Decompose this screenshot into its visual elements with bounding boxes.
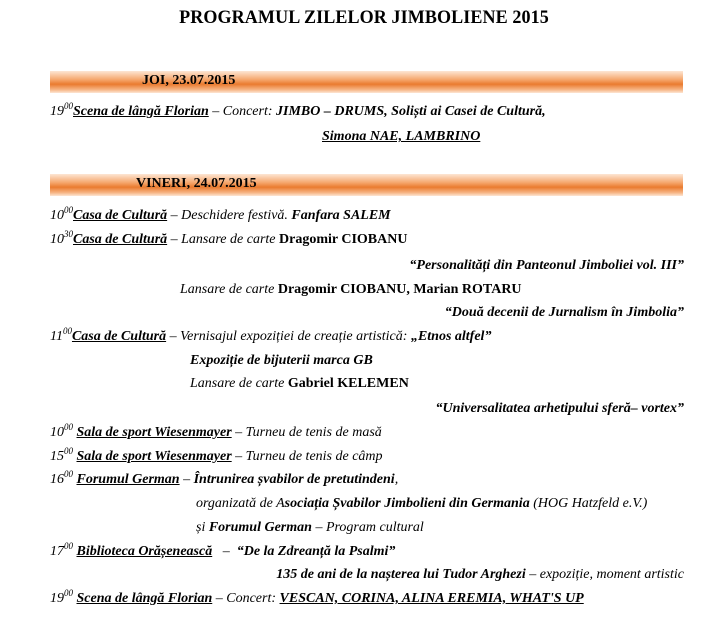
event-text: Vernisajul expoziției de creație artistică: <box>180 329 411 344</box>
event-text: Lansare de carte <box>180 282 278 297</box>
day-label: VINERI, 24.07.2015 <box>136 176 257 191</box>
event-minute: 00 <box>64 446 73 456</box>
event-1600-forum <box>196 520 424 536</box>
event-subtitle: 135 de ani de la nașterea lui Tudor Arghezi <box>276 567 526 582</box>
event-text: Lansare de carte <box>181 232 279 247</box>
organizer-name: Forumul German <box>208 520 312 535</box>
day-label: JOI, 23.07.2015 <box>142 73 236 88</box>
event-performers: JIMBO – DRUMS, Soliști ai Casei de Cultură, <box>276 104 546 119</box>
day-header-vineri <box>50 174 683 196</box>
page-title: PROGRAMUL ZILELOR JIMBOLIENE 2015 <box>179 7 549 28</box>
event-hour: 10 <box>50 232 64 247</box>
book-title-1 <box>409 258 684 274</box>
event-place: Casa de Cultură <box>71 329 167 344</box>
event-separator: – <box>231 425 246 440</box>
event-minute: 00 <box>64 205 73 215</box>
exhibition-title: „Etnos altfel” <box>410 329 492 344</box>
event-hour: 15 <box>50 449 64 464</box>
event-authors: Dragomir CIOBANU, Marian ROTARU <box>277 282 522 297</box>
event-text: Concert: <box>226 591 280 606</box>
event-vineri-1700 <box>50 541 396 560</box>
event-minute: 00 <box>64 422 73 432</box>
event-author: Dragomir CIOBANU <box>279 232 408 247</box>
event-vineri-1900 <box>50 588 584 607</box>
event-text: Turneu de tenis de masă <box>245 425 382 440</box>
event-title: Întrunirea șvabilor de pretutindeni <box>193 472 395 487</box>
event-hour: 16 <box>50 472 64 487</box>
book-title: “Universalitatea arhetipului sferă– vortex” <box>435 401 684 416</box>
event-minute: 00 <box>64 588 73 598</box>
event-text: – Program cultural <box>311 520 424 535</box>
event-text: Deschidere festivă. <box>181 208 292 223</box>
event-text: – expoziție, moment artistic <box>525 567 684 582</box>
event-separator: – <box>166 329 181 344</box>
event-text: organizată de A <box>196 496 285 511</box>
event-1700-subtitle <box>276 567 684 583</box>
event-hour: 17 <box>50 544 64 559</box>
book-launch-2 <box>180 282 522 298</box>
event-vineri-1030 <box>50 229 408 248</box>
event-place: Sala de sport Wiesenmayer <box>76 449 232 464</box>
event-hour: 19 <box>50 591 64 606</box>
event-hour: 11 <box>50 329 63 344</box>
event-minute: 30 <box>64 229 73 239</box>
event-separator: – <box>208 104 223 119</box>
event-place: Casa de Cultură <box>73 208 168 223</box>
event-performers-cont: Simona NAE, LAMBRINO <box>322 129 481 144</box>
exhibition-name: Expoziție de bijuterii marca GB <box>190 353 373 368</box>
event-separator: – <box>212 591 227 606</box>
event-separator: – <box>179 472 194 487</box>
event-vineri-sport-1500 <box>50 446 383 465</box>
event-text: (HOG Hatzfeld e.V.) <box>529 496 648 511</box>
day-header-joi <box>50 71 683 93</box>
event-separator: – <box>231 449 246 464</box>
event-title: “De la Zdreanță la Psalmi” <box>236 544 396 559</box>
event-vineri-1600: $16^{00}$ Forumul German – Întrunirea șvabilor de pretutindeni, <box>50 469 399 487</box>
jewelry-exhibition <box>190 353 373 369</box>
event-place: Biblioteca Orășenească <box>76 544 213 559</box>
event-vineri-sport-1000 <box>50 422 382 441</box>
book-title: “Personalități din Panteonul Jimboliei vol. III” <box>409 258 684 273</box>
event-place: Casa de Cultură <box>73 232 168 247</box>
event-1600-organizer <box>196 496 647 512</box>
event-performers: VESCAN, CORINA, ALINA EREMIA, WHAT'S UP <box>279 591 584 606</box>
event-separator: – <box>167 208 182 223</box>
event-separator: – <box>212 544 234 559</box>
event-joi-19-cont <box>322 129 480 145</box>
book-title-3 <box>436 401 685 417</box>
event-text: și <box>196 520 209 535</box>
event-text: Turneu de tenis de câmp <box>245 449 383 464</box>
event-vineri-1000 <box>50 205 391 224</box>
book-title: “Două decenii de Jurnalism în Jimbolia” <box>444 305 684 320</box>
event-text: Lansare de carte <box>190 376 288 391</box>
event-minute: 00 <box>64 101 73 111</box>
event-minute: 00 <box>64 541 73 551</box>
event-performer: Fanfara SALEM <box>291 208 391 223</box>
book-title-2 <box>445 305 684 321</box>
event-hour: 10 <box>50 208 64 223</box>
organizer-name: sociația Șvabilor Jimbolieni din Germania <box>284 496 530 511</box>
event-minute: 00 <box>62 326 72 336</box>
event-text: Concert: <box>222 104 277 119</box>
event-minute: 00 <box>64 469 73 479</box>
event-joi-19 <box>50 101 546 120</box>
event-hour: 10 <box>50 425 64 440</box>
event-place: Forumul German <box>76 472 180 487</box>
event-separator: – <box>167 232 182 247</box>
event-hour: 19 <box>50 104 64 119</box>
book-launch-3 <box>190 376 409 392</box>
event-vineri-1100 <box>50 326 492 345</box>
event-author: Gabriel KELEMEN <box>287 376 409 391</box>
event-place: Scena de lângă Florian <box>73 104 209 119</box>
event-place: Sala de sport Wiesenmayer <box>76 425 232 440</box>
event-place: Scena de lângă Florian <box>76 591 213 606</box>
